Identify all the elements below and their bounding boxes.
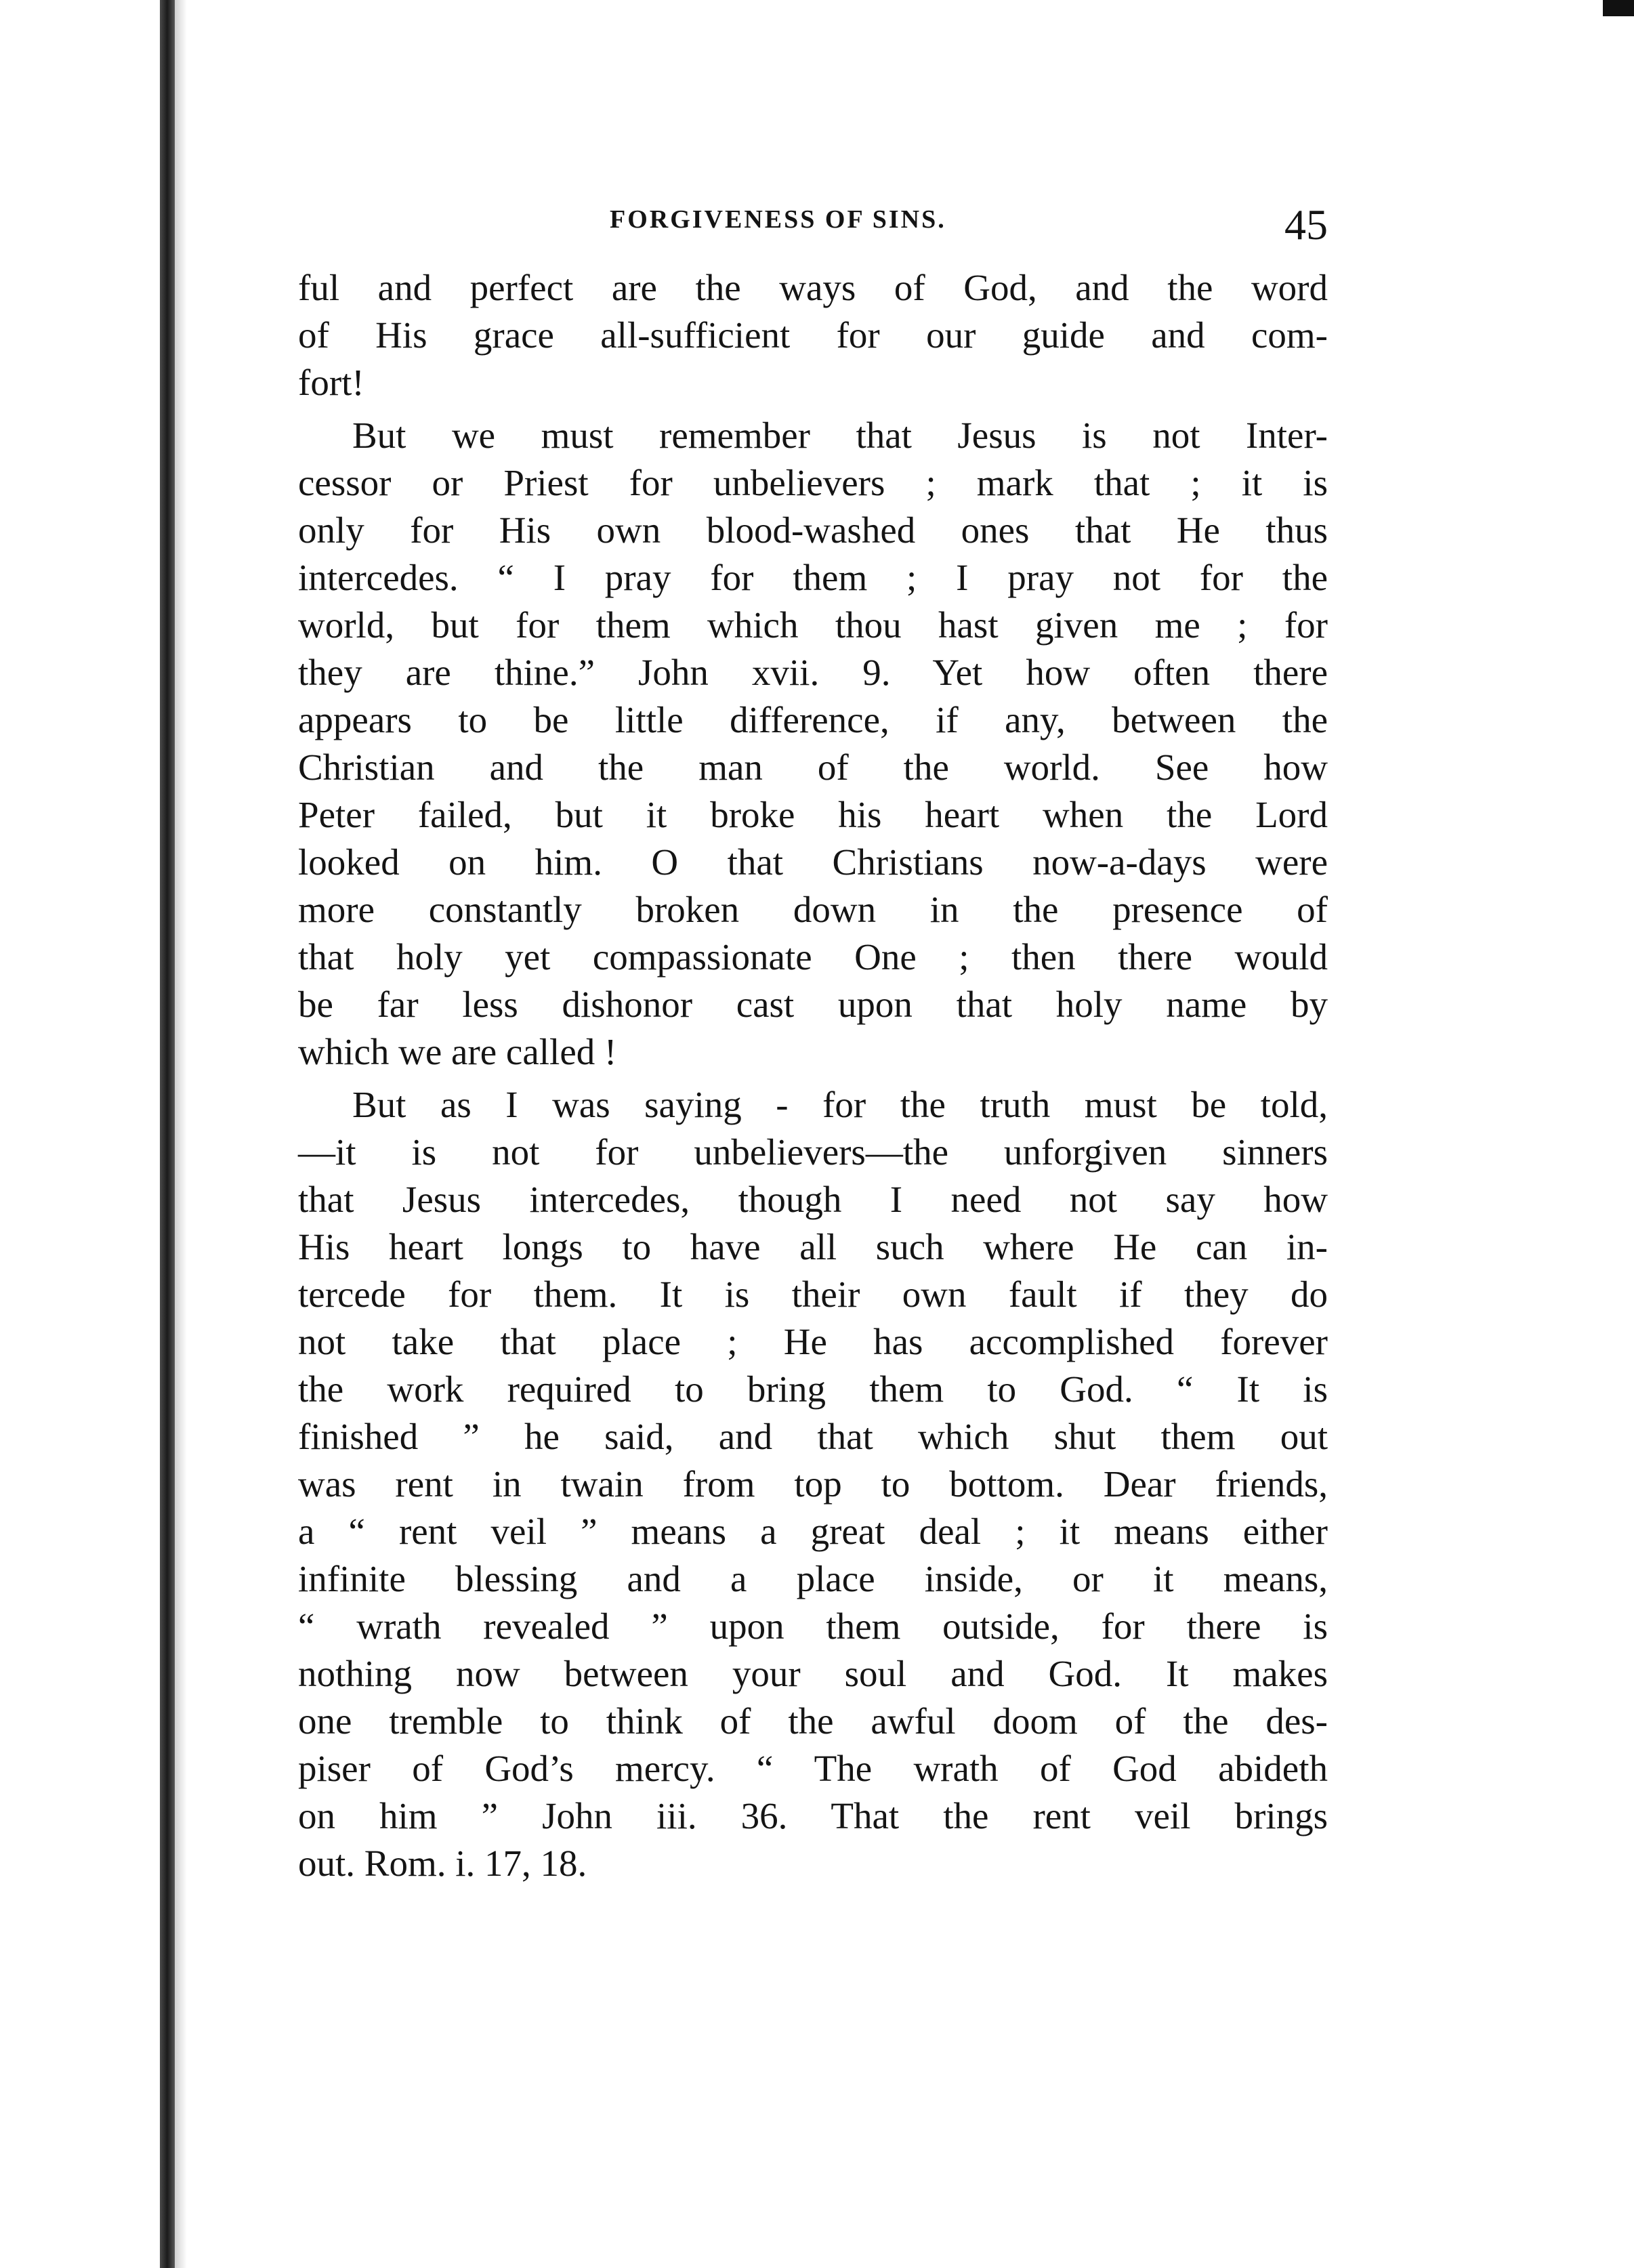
paragraph [298, 264, 1328, 406]
text-line: intercedes. “ I pray for them ; I pray not for the [298, 557, 1328, 598]
text-line: “ wrath revealed ” upon them outside, for there is [298, 1605, 1328, 1647]
text-line: But we must remember that Jesus is not Inter- [352, 415, 1328, 456]
text-line: a “ rent veil ” means a great deal ; it means either [298, 1511, 1328, 1552]
text-line: they are thine.” John xvii. 9. Yet how often there [298, 652, 1328, 693]
text-line: cessor or Priest for unbelievers ; mark that ; it is [298, 462, 1328, 503]
text-line: more constantly broken down in the presence of [298, 889, 1328, 930]
text-line: only for His own blood-washed ones that He thus [298, 509, 1328, 551]
text-line: But as I was saying - for the truth must be told, [352, 1084, 1328, 1125]
text-line: tercede for them. It is their own fault if they do [298, 1274, 1328, 1315]
text-line: Christian and the man of the world. See how [298, 747, 1328, 788]
text-line: piser of God’s mercy. “ The wrath of God abideth [298, 1748, 1328, 1789]
text-line: finished ” he said, and that which shut them out [298, 1416, 1328, 1457]
text-line: world, but for them which thou hast given me ; for [298, 604, 1328, 646]
book-binding-edge [160, 0, 175, 2268]
text-line: infinite blessing and a place inside, or it means, [298, 1558, 1328, 1599]
scan-corner-mark [1603, 0, 1634, 16]
text-line: ful and perfect are the ways of God, and the word [298, 267, 1328, 308]
gutter-shadow [175, 0, 187, 2268]
text-line: Peter failed, but it broke his heart when the Lord [298, 794, 1328, 835]
text-line: out. Rom. i. 17, 18. [298, 1843, 587, 1884]
paragraph [298, 1081, 1328, 1887]
paragraph [298, 412, 1328, 1076]
text-line: appears to be little difference, if any, between the [298, 699, 1328, 740]
text-line: that holy yet compassionate One ; then there would [298, 936, 1328, 978]
running-title: FORGIVENESS OF SINS. [610, 205, 946, 234]
text-line: on him ” John iii. 36. That the rent veil brings [298, 1795, 1328, 1836]
running-head [298, 190, 1328, 264]
text-line: be far less dishonor cast upon that holy name by [298, 984, 1328, 1025]
text-line: of His grace all-sufficient for our guide and com- [298, 314, 1328, 356]
text-line: looked on him. O that Christians now-a-days were [298, 841, 1328, 883]
text-line: that Jesus intercedes, though I need not say how [298, 1179, 1328, 1220]
text-line: the work required to bring them to God. “ It is [298, 1368, 1328, 1410]
text-line: —it is not for unbelievers—the unforgiven sinners [298, 1131, 1328, 1173]
page-body [298, 190, 1328, 1887]
text-line: which we are called ! [298, 1031, 617, 1072]
text-line: fort! [298, 362, 364, 403]
text-line: was rent in twain from top to bottom. Dear friends, [298, 1463, 1328, 1505]
text-line: one tremble to think of the awful doom of the des- [298, 1700, 1328, 1742]
text-line: nothing now between your soul and God. It makes [298, 1653, 1328, 1694]
text-line: His heart longs to have all such where He can in- [298, 1226, 1328, 1267]
page-number: 45 [1284, 201, 1328, 249]
text-line: not take that place ; He has accomplished forever [298, 1321, 1328, 1362]
